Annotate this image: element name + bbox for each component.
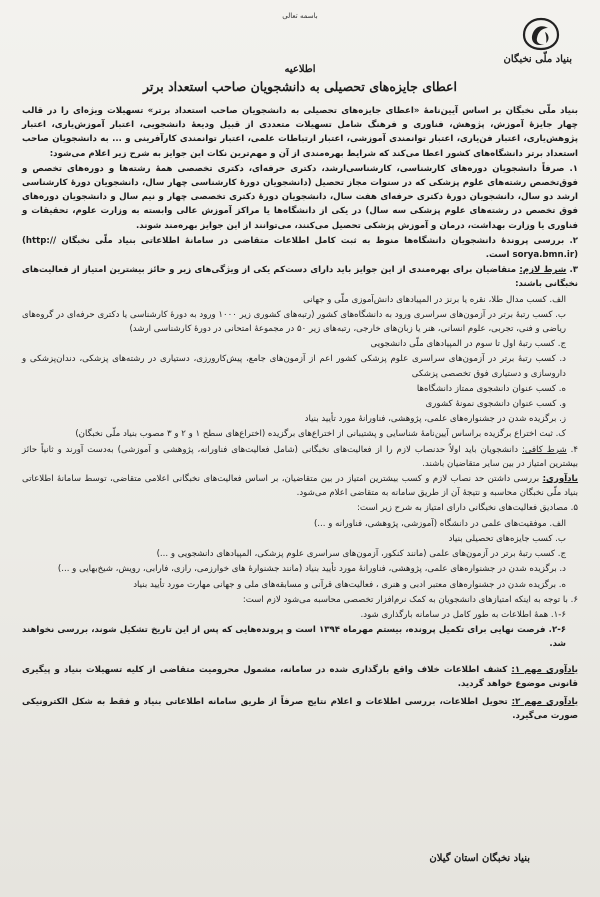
item-number: ۶. xyxy=(570,594,578,605)
important-note-2 xyxy=(22,695,578,723)
important-text: تحویل اطلاعات، بررسی اطلاعات و اعلام نتایج صرفاً از طریق سامانه اطلاعاتی بنیاد و فقط به شکل الکترونیکی صورت می‌گیرد. xyxy=(22,696,578,722)
important-note-1 xyxy=(22,663,578,691)
item-5 xyxy=(22,501,578,515)
condition-item: ک. ثبت اختراع برگزیده براساس آیین‌نامهٔ شناسایی و پشتیبانی از اختراع‌های برگزیده (اختراع‌های سطح ۱ و ۲ و ۳ مصوب بنیاد ملّی نخبگان) xyxy=(75,429,566,440)
condition-item: د. کسب رتبهٔ برتر در آزمون‌های سراسری علوم پزشکی کشور اعم از آزمون‌های جامع، پیش‌کارورزی، دستیاری در رشته‌های پزشکی، دندان‌پزشکی و داروسازی و دستیاری فوق تخصصی پزشکی xyxy=(22,354,566,379)
activity-item: ب. کسب جایزه‌های تحصیلی بنیاد xyxy=(448,533,566,544)
item-4 xyxy=(22,443,578,471)
item-tail: است. xyxy=(485,250,510,261)
item-text: مصادیق فعالیت‌های نخبگانی دارای امتیاز به شرح زیر است: xyxy=(357,503,568,514)
important-text: کشف اطلاعات خلاف واقع بارگذاری شده در سامانه، مشمول محرومیت متقاضی از کلیه تسهیلات بنیاد و پیگیری قانونی موضوع خواهد گردید. xyxy=(22,664,578,689)
logo-emblem-icon xyxy=(521,16,561,52)
item-text: با توجه به اینکه امتیازهای دانشجویان به کمک نرم‌افزار تخصصی محاسبه می‌شود لازم است: xyxy=(242,594,568,605)
reminder-note xyxy=(22,472,578,500)
condition-item: ه. کسب عنوان دانشجوی ممتاز دانشگاه‌ها xyxy=(416,383,566,394)
activity-item: د. برگزیده شدن در جشنواره‌های علمی، پژوهشی، فناورانهٔ مورد تأیید بنیاد (مانند جشنوارهٔ های خوارزمی، رازی، فارابی، رویش، شیخ‌بهایی و ...) xyxy=(57,564,566,575)
item-number: ۲. xyxy=(569,235,578,246)
activity-item: الف. موفقیت‌های علمی در دانشگاه (آموزشی، پژوهشی، فناورانه و ...) xyxy=(313,518,566,529)
organization-logo xyxy=(503,16,572,65)
item-2 xyxy=(22,234,578,262)
item-number: ۵. xyxy=(570,503,578,514)
item-text: صرفاً دانشجویان دوره‌های کارشناسی، کارشناسی‌ارشد، دکتری حرفه‌ای، دکتری تخصصی همهٔ رشته‌ها و دوره‌های تخصص و فوق‌تخصص رشته‌های علوم پزشکی که در سنوات مجاز تحصیل (دانشجویان دورهٔ کارشناسی چهار سال، دانشجویان دورهٔ کارشناسی ارشد دو سال، دانشجویان دورهٔ دکتری حرفه‌ای هفت سال، دانشجویان دورهٔ دکتری تخصصی چهار و نیم سال و دانشجویان دوره‌های فوق تخصص در رشته‌های علوم پزشکی سه سال) در یکی از دانشگاه‌ها یا مراکز آموزش عالی وابسته به وزارت علوم، تحقیقات و فناوری یا وزارت بهداشت، درمان و آموزش پزشکی تحصیل می‌کنند، می‌توانند از این جوایز بهره‌مند شوند. xyxy=(22,163,578,231)
sub-item: ۱-۶. همهٔ اطلاعات به طور کامل در سامانه بارگذاری شود. xyxy=(360,609,566,620)
condition-item: الف. کسب مدال طلا، نقره یا برنز در المپیادهای دانش‌آموزی ملّی و جهانی xyxy=(303,294,566,305)
item-3 xyxy=(22,263,578,291)
activity-item: ج. کسب رتبهٔ برتر در آزمون‌های علمی (مانند کنکور، آزمون‌های سراسری علوم پزشکی، المپیادهای دانشجویی و ...) xyxy=(156,549,566,560)
spacer xyxy=(22,653,578,659)
notice-label: اطلاعیه xyxy=(284,64,316,75)
item-label: شرط کافی: xyxy=(521,444,567,455)
item-number: ۱. xyxy=(569,163,578,174)
logo-text: بنیاد ملّی نخبگان xyxy=(503,54,572,65)
bismillah: باسمه تعالی xyxy=(282,12,318,20)
condition-item: و. کسب عنوان دانشجوی نمونهٔ کشوری xyxy=(425,399,566,410)
document-body xyxy=(22,104,578,724)
item-text: دانشجویان باید اولاً حدنصاب لازم را از فعالیت‌های نخبگانی (شامل فعالیت‌های فناورانه، پژوهشی و آموزشی) به‌دست آورند و ثانیاً حائز بیشترین امتیاز در بین سایر متقاضیان باشند. xyxy=(22,444,578,469)
condition-item: ز. برگزیده شدن در جشنواره‌های علمی، پژوهشی، فناورانهٔ مورد تأیید بنیاد xyxy=(304,414,566,425)
item-number: ۴. xyxy=(570,444,579,455)
condition-item: ج. کسب رتبهٔ اول تا سوم در المپیادهای ملّی دانشجویی xyxy=(370,339,566,350)
important-label: یادآوری مهم ۱: xyxy=(511,664,578,675)
activity-item: ه. برگزیده شدن در جشنواره‌های معتبر ادبی و هنری ، فعالیت‌های قرآنی و مسابقه‌های ملی و جهانی مهارت مورد تأیید بنیاد xyxy=(133,579,566,590)
page-title: اعطای جایزه‌های تحصیلی به دانشجویان صاحب استعداد برتر xyxy=(143,79,457,94)
signature: بنیاد نخبگان استان گیلان xyxy=(429,853,530,864)
item-number: ۳. xyxy=(569,265,579,276)
important-label: یادآوری مهم ۲: xyxy=(511,696,578,707)
item-label: شرط لازم: xyxy=(519,265,567,276)
system-url: (http:// sorya.bmn.ir) xyxy=(22,235,578,261)
sub-item: ۲-۶. فرصت نهایی برای تکمیل پرونده، بیستم مهرماه ۱۳۹۴ است و پرونده‌هایی که پس از این تاریخ تشکیل شوند، بررسی نخواهند شد. xyxy=(22,625,567,650)
item-text: متقاضیان برای بهره‌مندی از این جوایز باید دارای دست‌کم یکی از ویژگی‌های زیر و حائز بیشترین امتیاز از فعالیت‌های نخبگانی باشند: xyxy=(22,265,578,290)
item-text: بررسی پروندهٔ دانشجویان دانشگاه‌ها منوط به ثبت کامل اطلاعات متقاضی در سامانهٔ اطلاعاتی بنیاد ملّی نخبگان xyxy=(61,235,565,246)
item-1 xyxy=(22,162,578,233)
reminder-text: بررسی داشتن حد نصاب لازم و کسب بیشترین امتیاز در بین متقاضیان، بر اساس فعالیت‌های نخبگانی اعلامی متقاضی، توسط سامانهٔ اطلاعاتی بنیاد ملّی نخبگان محاسبه و نتیجهٔ آن از طریق سامانه به متقاضی اعلام می‌شود. xyxy=(22,474,578,499)
item-6 xyxy=(22,593,578,607)
reminder-label: یادآوری: xyxy=(542,474,579,485)
condition-item: ب. کسب رتبهٔ برتر در آزمون‌های سراسری ورود به دانشگاه‌های کشور (رتبه‌های کشوری زیر ۱۰۰۰ ورود به دورهٔ کارشناسی یا دکتری حرفه‌ای در گروه‌های ریاضی و فنی، تجربی، علوم انسانی، هنر یا زبان‌های خارجی، رتبه‌های زیر ۵۰ در مجموعهٔ امتحانی در دورهٔ کارشناسی ارشد) xyxy=(22,309,566,335)
intro-paragraph: بنیاد ملّی نخبگان بر اساس آیین‌نامهٔ «اعطای جایزه‌های تحصیلی به دانشجویان صاحب استعداد برتر» تسهیلات ویژه‌ای را در قالب چهار جایزهٔ آموزش، پژوهش، فناوری و فرهنگ شامل تسهیلات متعددی از قبیل ودیعهٔ دانشجویی، اعتبار آموزش‌یاری، اعتبار پژوهش‌یاری، اعتبار فن‌یاری، اعتبار توانمندی آموزشی، اعتبار ارتباطات علمی، اعتبار توانمندی کارآفرینی و ... به دانشجویان صاحب استعداد برتر دانشگاه‌های کشور اعطا می‌کند که شرایط بهره‌مندی از آن و مهم‌ترین نکات این جوایز به شرح زیر اعلام می‌شود: xyxy=(22,106,578,159)
